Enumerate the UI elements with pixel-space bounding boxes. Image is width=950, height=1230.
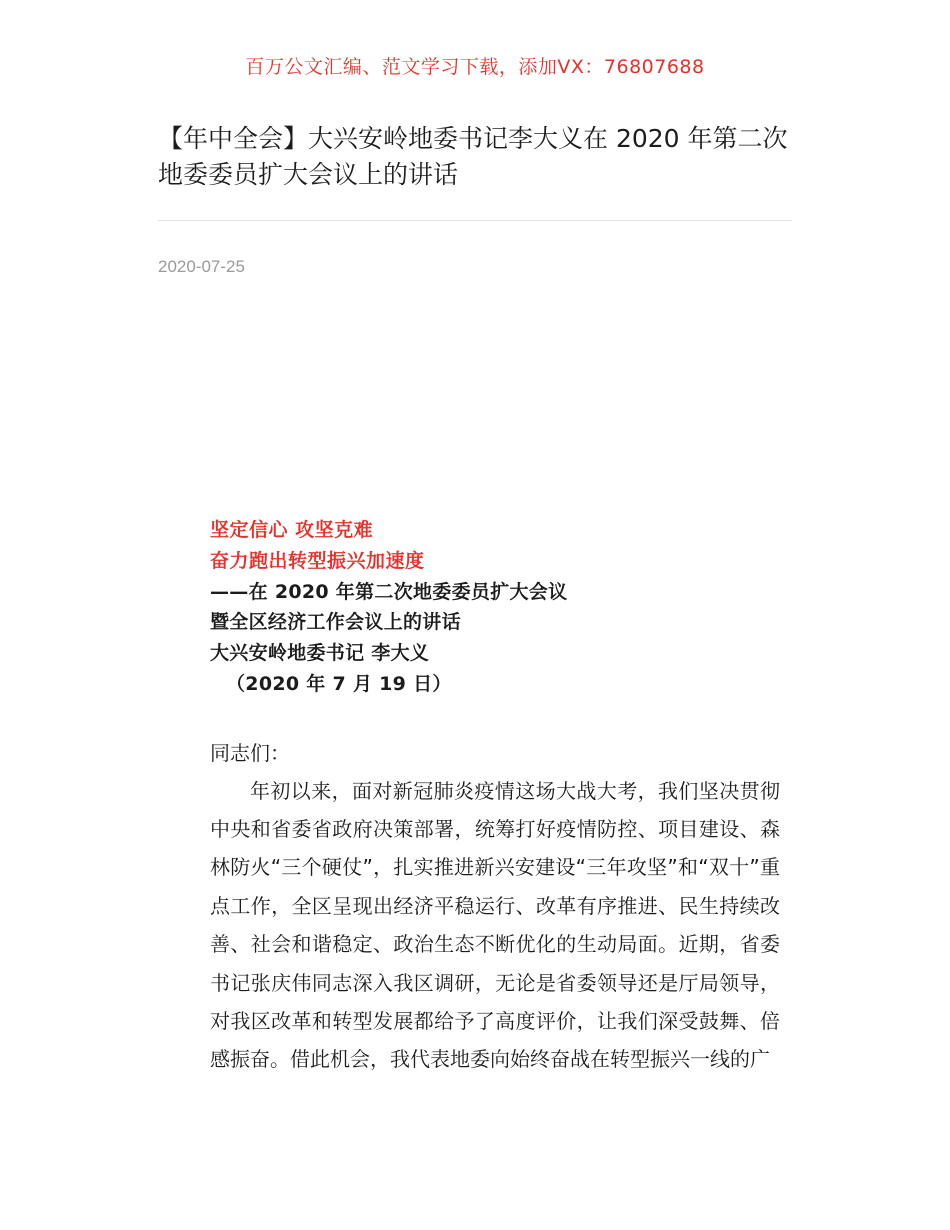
promo-banner: 百万公文汇编、范文学习下载，添加VX：76807688	[245, 56, 705, 78]
publish-date: 2020-07-25	[158, 257, 245, 276]
speech-subtitle-line2: 暨全区经济工作会议上的讲话	[210, 611, 461, 634]
speech-salutation: 同志们：	[210, 740, 290, 765]
speech-date: （2020 年 7 月 19 日）	[226, 672, 452, 695]
page-title: 【年中全会】大兴安岭地委书记李大义在 2020 年第二次地委委员扩大会议上的讲话	[158, 124, 788, 189]
speech-subtitle-line1: ——在 2020 年第二次地委委员扩大会议	[210, 580, 568, 603]
speech-body	[210, 515, 780, 1079]
speech-paragraph-1: 年初以来，面对新冠肺炎疫情这场大战大考，我们坚决贯彻中央和省委省政府决策部署，统筹打好疫情防控、项目建设、森林防火“三个硬仗”，扎实推进新兴安建设“三年攻坚”和“双十”重点工作，全区呈现出经济平稳运行、改革有序推进、民生持续改善、社会和谐稳定、政治生态不断优化的生动局面。近期，省委书记张庆伟同志深入我区调研，无论是省委领导还是厅局领导，对我区改革和转型发展都给予了高度评价，让我们深受鼓舞、倍感振奋。借此机会，我代表地委向始终奋战在转型振兴一线的广	[210, 778, 780, 1072]
document-header	[158, 121, 792, 221]
speech-headline-line2: 奋力跑出转型振兴加速度	[210, 549, 425, 572]
speech-headline-line1: 坚定信心 攻坚克难	[210, 519, 374, 541]
content-spacer	[0, 277, 950, 515]
speech-speaker: 大兴安岭地委书记 李大义	[210, 642, 430, 665]
